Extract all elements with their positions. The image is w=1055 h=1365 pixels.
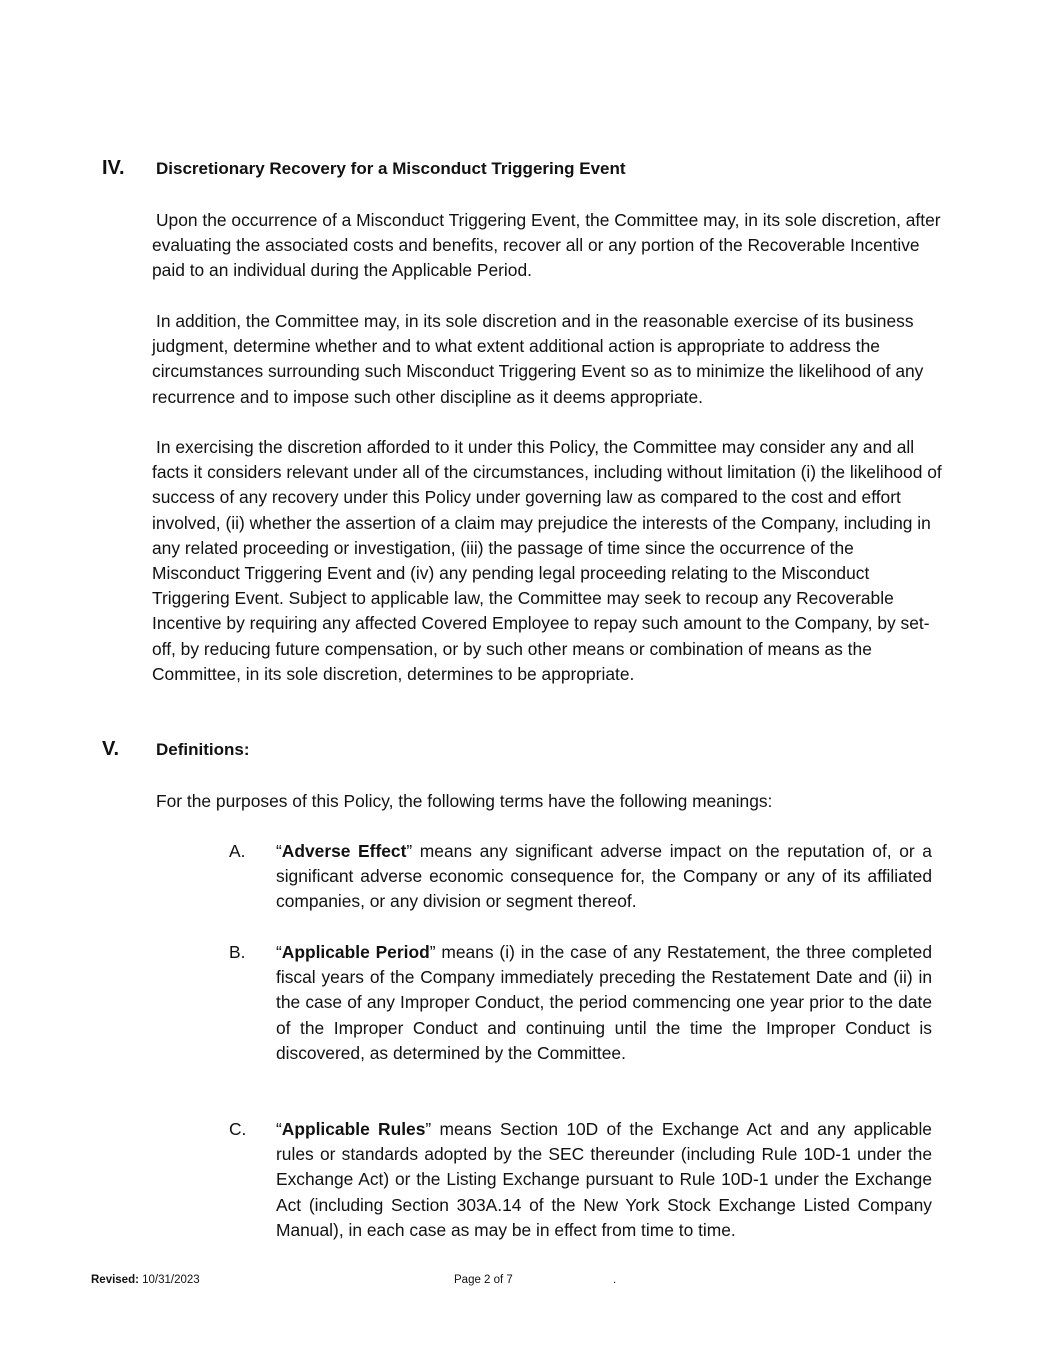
definition-applicable-rules (229, 1117, 932, 1243)
close-quote: ” (425, 1119, 432, 1139)
section-iv-number: IV. (102, 157, 125, 179)
footer-dot: . (613, 1274, 617, 1286)
definition-letter: A. (229, 841, 246, 861)
definition-text: means Section 10D of the Exchange Act and any applicable rules or standards adopted by the SEC thereunder (including Rule 10D-1 under the Exchange Act) or the Listing Exchange pursuant to Rule 10D-1 under the Exchange Act (including Section 303A.14 of the New York Stock Exchange Listed Company Manual), in each case as may be in effect from time to time. (276, 1119, 932, 1240)
definition-body (276, 1117, 932, 1243)
revised-date: 10/31/2023 (138, 1274, 200, 1286)
definition-applicable-period (229, 940, 932, 1066)
definition-letter: C. (229, 1119, 247, 1139)
open-quote: “ (276, 841, 282, 861)
close-quote: ” (406, 841, 413, 861)
definition-letter: B. (229, 942, 246, 962)
footer-revised (91, 1274, 200, 1286)
definition-body (276, 839, 932, 915)
open-quote: “ (276, 1119, 282, 1139)
definition-text: means (i) in the case of any Restatement, the three completed fiscal years of the Company immediately preceding the Restatement Date and (ii) in the case of any Improper Conduct, the period commencing one year prior to the date of the Improper Conduct and continuing until the time the Improper Conduct is discovered, as determined by the Committee. (276, 942, 933, 1063)
definition-text: means any significant adverse impact on the reputation of, or a significant adverse economic consequence for, the Company or any of its affiliated companies, or any division or segment thereof. (276, 841, 932, 912)
definition-term: Applicable Rules (281, 1119, 426, 1139)
footer-page-number: Page 2 of 7 (454, 1274, 513, 1286)
close-quote: ” (429, 942, 436, 962)
section-iv-paragraph-2: In addition, the Committee may, in its sole discretion and in the reasonable exercise of its business judgment, determine whether and to what extent additional action is appropriate to address the circumstances surrounding such Misconduct Triggering Event so as to minimize the likelihood of any recurrence and to impose such other discipline as it deems appropriate. (152, 311, 924, 407)
revised-label: Revised: (91, 1274, 139, 1286)
definition-term: Applicable Period (281, 942, 430, 962)
definition-term: Adverse Effect (281, 841, 407, 861)
definition-adverse-effect (229, 839, 932, 915)
definition-body (276, 940, 932, 1066)
open-quote: “ (276, 942, 282, 962)
section-v-heading (102, 738, 250, 761)
section-iv-title: Discretionary Recovery for a Misconduct Triggering Event (156, 159, 626, 178)
section-v-title: Definitions: (156, 740, 250, 759)
section-iv-paragraph-3: In exercising the discretion afforded to it under this Policy, the Committee may consider any and all facts it considers relevant under all of the circumstances, including without limitation (i) the likelihood of success of any recovery under this Policy under governing law as compared to the cost and effort involved, (ii) whether the assertion of a claim may prejudice the interests of the Company, including in any related proceeding or investigation, (iii) the passage of time since the occurrence of the Misconduct Triggering Event and (iv) any pending legal proceeding relating to the Misconduct Triggering Event. Subject to applicable law, the Committee may seek to recoup any Recoverable Incentive by requiring any affected Covered Employee to repay such amount to the Company, by set-off, by reducing future compensation, or by such other means or combination of means as the Committee, in its sole discretion, determines to be appropriate. (152, 437, 942, 684)
definitions-intro: For the purposes of this Policy, the following terms have the following meanings: (156, 791, 773, 811)
section-iv-paragraph-1: Upon the occurrence of a Misconduct Triggering Event, the Committee may, in its sole discretion, after evaluating the associated costs and benefits, recover all or any portion of the Recoverable Incentive paid to an individual during the Applicable Period. (152, 210, 941, 281)
section-v-number: V. (102, 738, 120, 760)
section-iv-heading (102, 157, 626, 180)
